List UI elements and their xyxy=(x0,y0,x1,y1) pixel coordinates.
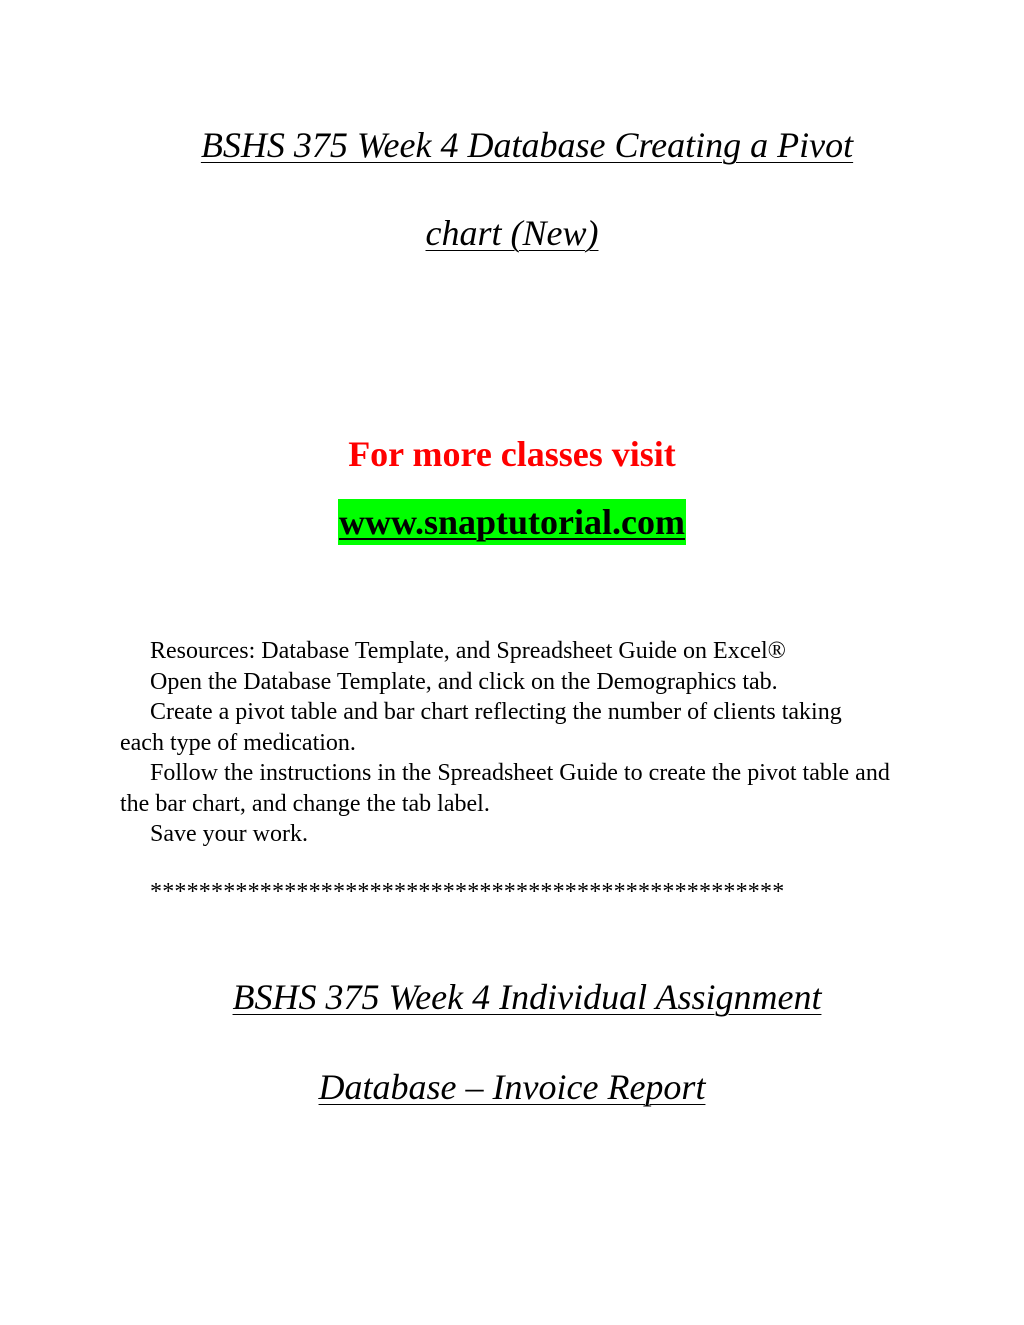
separator-stars: **************************************************** xyxy=(150,879,785,905)
title-1-line-1: BSHS 375 Week 4 Database Creating a Pivot xyxy=(200,125,854,165)
instruction-line: Create a pivot table and bar chart reflecting the number of clients taking each type of medication. xyxy=(120,699,842,756)
title-2-line-1: BSHS 375 Week 4 Individual Assignment xyxy=(232,977,822,1017)
title-1-line-2: chart (New) xyxy=(425,213,599,253)
assignment-instructions xyxy=(120,636,890,850)
instruction-line: Resources: Database Template, and Spreadsheet Guide on Excel® xyxy=(150,638,786,664)
promo-text: For more classes visit xyxy=(348,434,676,474)
title-2-line-2: Database – Invoice Report xyxy=(318,1067,706,1107)
instruction-line: Open the Database Template, and click on the Demographics tab. xyxy=(150,668,778,695)
snaptutorial-link[interactable]: www.snaptutorial.com xyxy=(338,499,686,545)
instruction-line: Save your work. xyxy=(150,821,308,847)
promo-link-wrapper xyxy=(0,499,1024,545)
instruction-line: Follow the instructions in the Spreadsheet Guide to create the pivot table and the bar chart, and change the tab label. xyxy=(120,760,890,817)
